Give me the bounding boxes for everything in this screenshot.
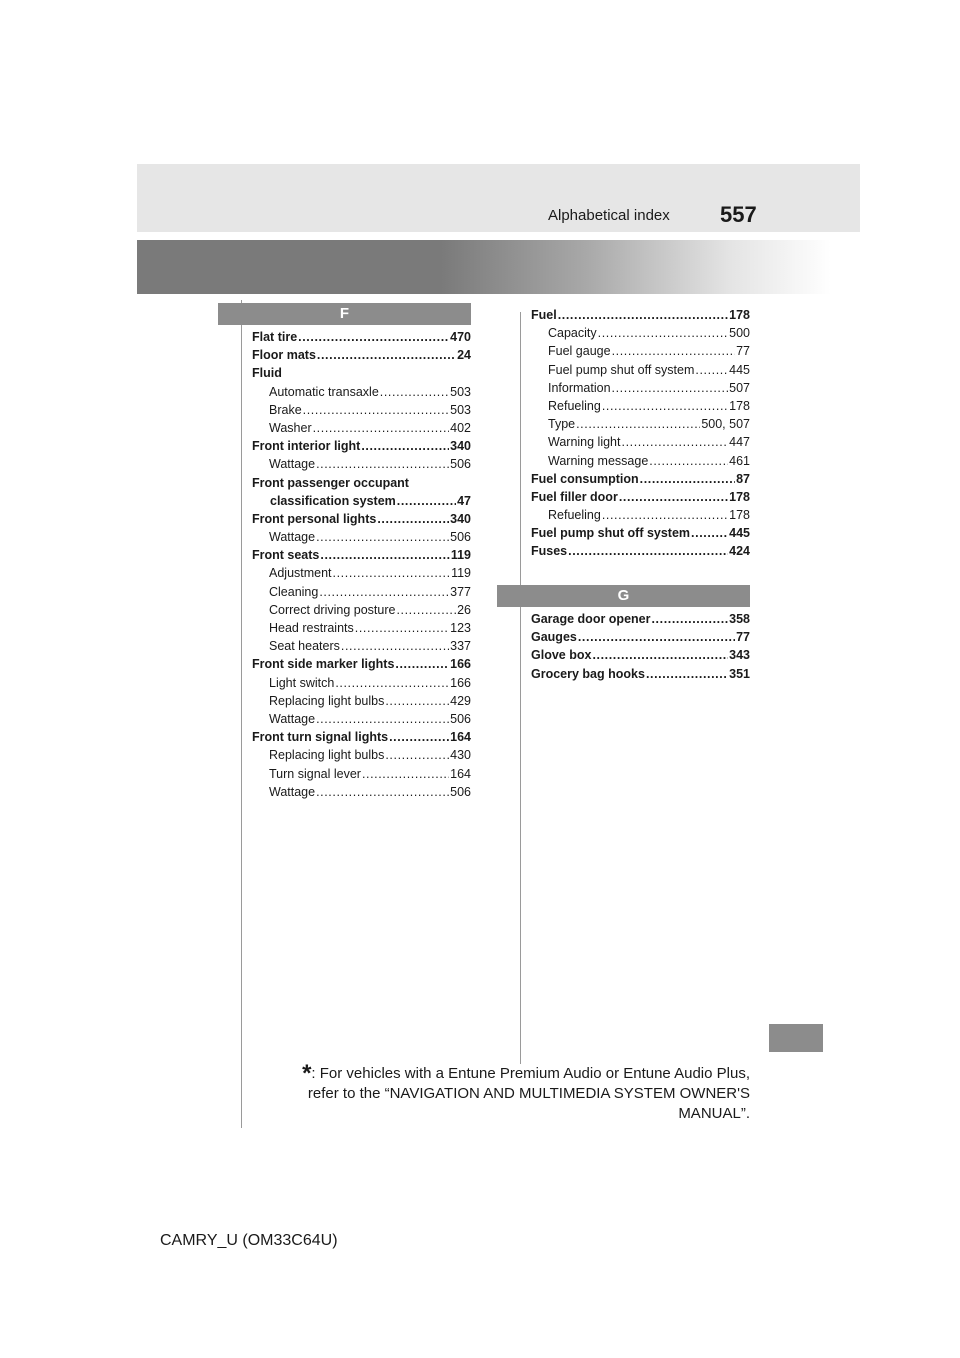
- dot-leader: [592, 646, 728, 664]
- index-entry: [252, 765, 471, 783]
- dot-leader: [361, 437, 449, 455]
- index-column-right-f: [531, 306, 750, 561]
- dot-leader: [333, 564, 451, 582]
- dot-leader: [558, 306, 728, 324]
- index-entry-label: Fuel pump shut off system: [531, 526, 691, 541]
- index-entry-page: 445: [729, 362, 750, 377]
- index-entry-label: Adjustment: [269, 566, 332, 581]
- dot-leader: [640, 470, 735, 488]
- index-entry-label: Flat tire: [252, 330, 298, 344]
- dot-leader: [622, 433, 729, 451]
- index-entry-label: Correct driving posture: [269, 602, 396, 617]
- index-entry: [252, 546, 471, 564]
- index-entry: [531, 324, 750, 342]
- index-entry-page: 337: [450, 639, 471, 654]
- index-entry: [252, 746, 471, 764]
- dot-leader: [646, 665, 728, 683]
- footnote: [280, 1060, 750, 1124]
- index-entry-label: Garage door opener: [531, 612, 651, 626]
- index-entry-page: 358: [729, 612, 750, 626]
- index-entry-page: 506: [450, 711, 471, 726]
- index-entry-page: 340: [450, 511, 471, 526]
- footnote-line-1: : For vehicles with a Entune Premium Audio or Entune Audio Plus,: [311, 1065, 750, 1082]
- index-entry-page: 26: [457, 602, 471, 617]
- index-entry-page: 500: [729, 326, 750, 341]
- index-entry-label: Wattage: [269, 784, 316, 799]
- index-entry: [252, 564, 471, 582]
- dot-leader: [316, 710, 449, 728]
- index-entry-label: Replacing light bulbs: [269, 693, 385, 708]
- index-entry-label: Replacing light bulbs: [269, 748, 385, 763]
- dot-leader: [396, 601, 456, 619]
- index-entry: [531, 628, 750, 646]
- dot-leader: [395, 655, 449, 673]
- index-entry-page: 47: [457, 493, 471, 508]
- dot-leader: [335, 674, 449, 692]
- index-entry-page: 503: [450, 402, 471, 417]
- index-entry-page: 178: [729, 508, 750, 523]
- index-entry-page: 424: [729, 544, 750, 559]
- index-entry-page: 506: [450, 530, 471, 545]
- index-entry-label: Front seats: [252, 548, 320, 563]
- index-entry-page: 461: [729, 453, 750, 468]
- index-entry: [531, 342, 750, 360]
- index-entry: [531, 488, 750, 506]
- index-entry: [531, 415, 750, 433]
- index-entry-page: 377: [450, 584, 471, 599]
- index-entry-page: 164: [450, 766, 471, 781]
- index-entry-page: 506: [450, 784, 471, 799]
- index-column-right-g: [531, 610, 750, 683]
- section-letter-f: F: [218, 303, 471, 325]
- index-entry-label: Front passenger occupant: [252, 475, 409, 490]
- left-margin-rule: [241, 300, 242, 1128]
- dot-leader: [355, 619, 449, 637]
- dot-leader: [313, 419, 450, 437]
- index-entry-page: 402: [450, 420, 471, 435]
- index-entry-page: 24: [457, 348, 471, 363]
- index-entry: [252, 637, 471, 655]
- index-entry-page: 119: [450, 548, 471, 563]
- dot-leader: [303, 401, 449, 419]
- index-entry-label: Wattage: [269, 457, 316, 472]
- index-entry-page: 447: [729, 435, 750, 450]
- index-entry-page: 507: [729, 380, 750, 395]
- dot-leader: [380, 383, 449, 401]
- index-entry-page: 87: [736, 471, 750, 486]
- dot-leader: [316, 783, 449, 801]
- index-entry: [531, 379, 750, 397]
- index-entry-label: Turn signal lever: [269, 766, 361, 781]
- index-entry-label: Fuel gauge: [548, 344, 611, 359]
- index-entry-page: 119: [451, 566, 471, 581]
- index-entry-label: Fuel pump shut off system: [548, 362, 695, 377]
- dot-leader: [598, 324, 729, 342]
- index-entry: [252, 455, 471, 473]
- dot-leader: [385, 692, 449, 710]
- index-entry-label: Fuses: [531, 544, 568, 559]
- index-entry-page: 178: [729, 489, 750, 504]
- index-entry-label: Warning message: [548, 453, 649, 468]
- chapter-side-tab: [769, 1024, 823, 1052]
- footnote-line-3: MANUAL”.: [678, 1105, 750, 1122]
- index-entry-page: 500, 507: [701, 417, 750, 432]
- index-entry-label: Light switch: [269, 675, 335, 690]
- footnote-line-2: refer to the “NAVIGATION AND MULTIMEDIA SYSTEM OWNER'S: [307, 1085, 750, 1102]
- index-entry: [531, 452, 750, 470]
- index-entry-page: 178: [729, 398, 750, 413]
- index-entry: [252, 655, 471, 673]
- dot-leader: [576, 415, 700, 433]
- index-entry-label: Refueling: [548, 508, 601, 523]
- index-entry: [531, 397, 750, 415]
- index-entry: [252, 401, 471, 419]
- dot-leader: [316, 455, 449, 473]
- index-entry-page: 470: [450, 330, 471, 344]
- dot-leader: [612, 379, 729, 397]
- dot-leader: [319, 583, 449, 601]
- index-entry: [531, 646, 750, 664]
- index-entry-label: Fuel: [531, 308, 557, 322]
- index-entry: [252, 692, 471, 710]
- index-entry: [252, 728, 471, 746]
- dot-leader: [651, 610, 728, 628]
- index-entry-page: 445: [729, 526, 750, 541]
- index-entry-page: 166: [450, 657, 471, 672]
- index-entry: [252, 383, 471, 401]
- index-entry: [252, 419, 471, 437]
- index-entry-label: Floor mats: [252, 348, 316, 363]
- index-entry: [252, 528, 471, 546]
- dot-leader: [568, 542, 728, 560]
- index-entry-page: 340: [450, 439, 471, 454]
- dot-leader: [341, 637, 449, 655]
- index-entry: [531, 306, 750, 324]
- dot-leader: [377, 510, 449, 528]
- dot-leader: [317, 346, 456, 364]
- index-entry: [531, 361, 750, 379]
- gradient-banner: [137, 240, 860, 294]
- index-entry-page: 343: [729, 648, 750, 663]
- dot-leader: [602, 506, 728, 524]
- dot-leader: [397, 492, 456, 510]
- section-letter-g: G: [497, 585, 750, 607]
- index-entry-label: Warning light: [548, 435, 621, 450]
- index-entry-label: Fuel filler door: [531, 489, 618, 504]
- dot-leader: [612, 342, 736, 360]
- index-entry-label: Washer: [269, 420, 312, 435]
- index-column-left: [252, 328, 471, 801]
- index-entry-page: 429: [450, 693, 471, 708]
- index-entry-label: Automatic transaxle: [269, 384, 379, 399]
- index-entry-label: Fluid: [252, 366, 282, 381]
- index-entry-page: 506: [450, 457, 471, 472]
- column-divider: [520, 312, 521, 1064]
- index-entry: [252, 492, 471, 510]
- dot-leader: [649, 452, 728, 470]
- index-entry-label: Brake: [269, 402, 302, 417]
- index-entry: [531, 524, 750, 542]
- page-number: 557: [720, 202, 757, 227]
- index-entry: [531, 506, 750, 524]
- index-entry-label: Gauges: [531, 630, 577, 645]
- index-entry: [252, 710, 471, 728]
- index-entry-page: 77: [736, 344, 750, 359]
- dot-leader: [695, 361, 728, 379]
- dot-leader: [316, 528, 449, 546]
- index-entry: [252, 328, 471, 346]
- footnote-marker: *: [302, 1060, 312, 1087]
- index-entry-label: Refueling: [548, 398, 601, 413]
- index-entry: [252, 674, 471, 692]
- manual-code: CAMRY_U (OM33C64U): [160, 1232, 338, 1249]
- index-entry-page: 430: [450, 748, 471, 763]
- dot-leader: [385, 746, 449, 764]
- dot-leader: [619, 488, 728, 506]
- index-entry-label: Seat heaters: [269, 639, 340, 654]
- index-entry-page: 166: [450, 675, 471, 690]
- dot-leader: [691, 524, 728, 542]
- index-entry-label: Head restraints: [269, 621, 354, 635]
- section-title: Alphabetical index: [548, 207, 670, 224]
- dot-leader: [320, 546, 449, 564]
- index-entry-page: 164: [450, 730, 471, 745]
- index-entry-label: Fuel consumption: [531, 471, 639, 486]
- dot-leader: [362, 765, 449, 783]
- index-entry: [531, 433, 750, 451]
- index-entry: [252, 510, 471, 528]
- index-entry: [252, 364, 471, 382]
- index-entry: [252, 474, 471, 492]
- index-entry: [252, 601, 471, 619]
- index-entry: [252, 346, 471, 364]
- index-entry-label: classification system: [270, 493, 396, 508]
- index-entry-page: 351: [729, 666, 750, 681]
- index-entry-label: Type: [548, 417, 576, 432]
- index-entry-label: Front side marker lights: [252, 657, 395, 672]
- index-entry: [531, 470, 750, 488]
- index-entry: [531, 665, 750, 683]
- index-entry-label: Grocery bag hooks: [531, 666, 645, 681]
- index-entry-page: 123: [450, 621, 471, 635]
- index-entry: [531, 610, 750, 628]
- index-entry: [252, 619, 471, 637]
- index-entry: [252, 437, 471, 455]
- index-entry-label: Capacity: [548, 326, 597, 341]
- index-entry-label: Cleaning: [269, 584, 319, 599]
- dot-leader: [298, 328, 449, 346]
- index-entry: [531, 542, 750, 560]
- index-entry-label: Front personal lights: [252, 511, 377, 526]
- index-entry-label: Glove box: [531, 648, 592, 663]
- index-entry-label: Wattage: [269, 711, 316, 726]
- index-entry: [252, 783, 471, 801]
- index-entry-label: Front turn signal lights: [252, 730, 389, 745]
- index-entry-label: Information: [548, 380, 611, 395]
- dot-leader: [389, 728, 449, 746]
- dot-leader: [578, 628, 735, 646]
- index-entry-label: Wattage: [269, 530, 316, 545]
- index-entry-page: 178: [729, 308, 750, 322]
- dot-leader: [602, 397, 728, 415]
- index-entry-page: 77: [736, 630, 750, 645]
- index-entry-label: Front interior light: [252, 439, 361, 454]
- index-entry-page: 503: [450, 384, 471, 399]
- index-entry: [252, 583, 471, 601]
